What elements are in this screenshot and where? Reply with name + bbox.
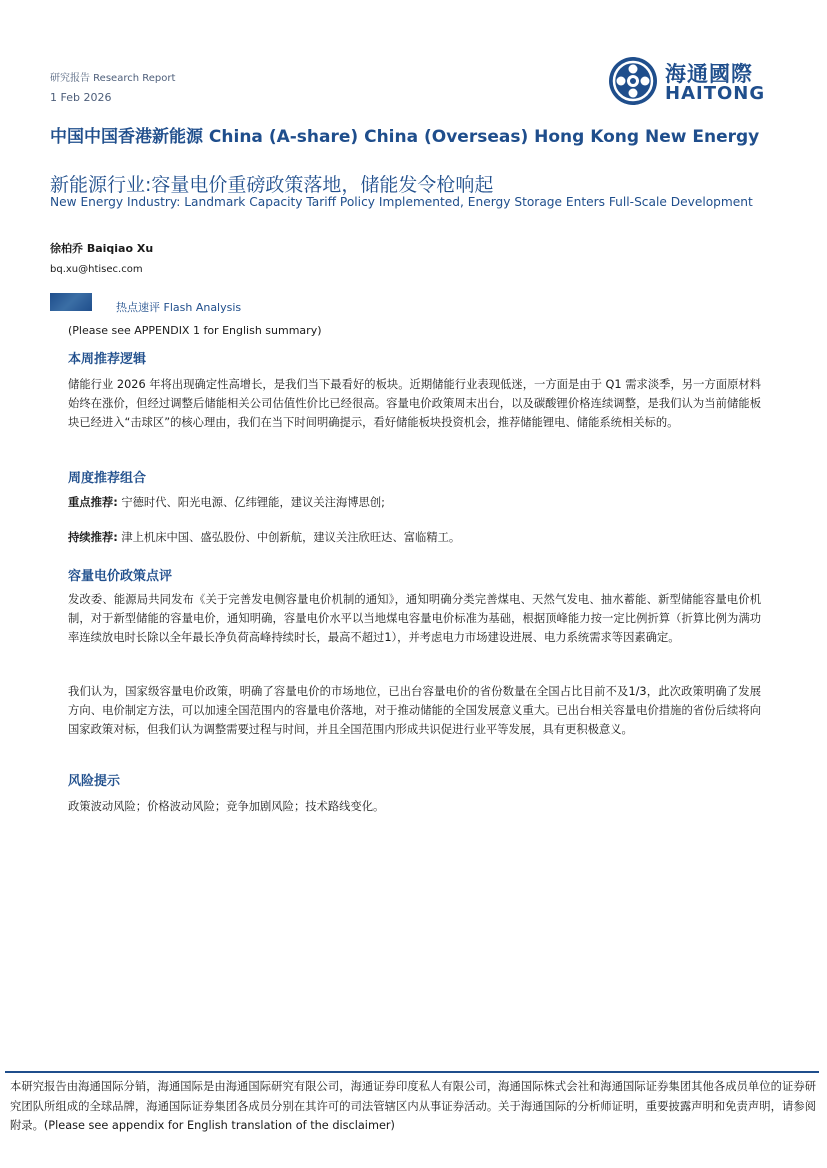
key-recommendation-label: 重点推荐: [68,496,118,509]
report-type: 研究报告 Research Report [50,73,176,84]
section-text-risk: 政策波动风险；价格波动风险；竞争加剧风险；技术路线变化。 [68,800,385,813]
flash-analysis-label: 热点速评 Flash Analysis [116,301,242,314]
appendix-note: (Please see APPENDIX 1 for English summary) [68,324,322,337]
flash-analysis-marker [50,293,92,311]
section-heading-logic: 本周推荐逻辑 [68,352,147,367]
continued-recommendation-label: 持续推荐: [68,531,118,544]
footer-divider [5,1071,819,1073]
author-email[interactable]: bq.xu@htisec.com [50,264,143,275]
logo-english-text: HAITONG [665,83,766,104]
section-heading-policy: 容量电价政策点评 [68,569,173,584]
section-text-policy-1: 发改委、能源局共同发布《关于完善发电侧容量电价机制的通知》，通知明确分类完善煤电、天然气发电、抽水蓄能、新型储能容量电价机制，对于新型储能的容量电价，通知明确，容量电价水平以当地煤电容量电价标准为基础，根据顶峰能力按一定比例折算（折算比例为满功率连续放电时长除以全年最长净负荷高峰持续时长，最高不超过1），并考虑电力市场建设进展、电力系统需求等因素确定。 [68,593,761,644]
section-text-logic: 储能行业 2026 年将出现确定性高增长，是我们当下最看好的板块。近期储能行业表现低迷，一方面是由于 Q1 需求淡季，另一方面原材料始终在涨价，但经过调整后储能相关公司估值性价比已经很高。容量电价政策周末出台，以及碳酸锂价格连续调整，是我们认为当前储能板块已经进入“击球区”的核心理由，我们在当下时间明确提示，看好储能板块投资机会，推荐储能锂电、储能系统相关标的。 [68,378,761,429]
section-heading-portfolio: 周度推荐组合 [68,471,147,486]
key-recommendation-text: 宁德时代、阳光电源、亿纬锂能，建议关注海博思创; [121,496,385,509]
report-title-en: New Energy Industry: Landmark Capacity Tariff Policy Implemented, Energy Storage Enters Full-Scale Development [50,195,753,209]
key-recommendation-row [68,494,385,510]
logo-chinese-text: 海通國際 [665,62,753,86]
continued-recommendation-row [68,529,460,545]
haitong-logo [608,56,768,106]
section-heading-risk: 风险提示 [68,774,121,789]
section-text-policy-2: 我们认为，国家级容量电价政策，明确了容量电价的市场地位，已出台容量电价的省份数量在全国占比目前不及1/3，此次政策明确了发展方向、电价制定方法，可以加速全国范围内的容量电价落地，对于推动储能的全国发展意义重大。已出台相关容量电价措施的省份后续将向国家政策对标，但我们认为调整需要过程与时间，并且全国范围内形成共识促进行业平等发展，具有更积极意义。 [68,685,761,736]
continued-recommendation-text: 津上机床中国、盛弘股份、中创新航，建议关注欣旺达、富临精工。 [121,531,461,544]
report-title-cn: 新能源行业:容量电价重磅政策落地，储能发令枪响起 [50,174,494,196]
author-name: 徐柏乔 Baiqiao Xu [50,242,154,255]
sector-title: 中国中国香港新能源 China (A-share) China (Overseas) Hong Kong New Energy [50,127,760,147]
report-date: 1 Feb 2026 [50,91,112,104]
haitong-logo-icon [608,56,658,106]
footer-disclaimer: 本研究报告由海通国际分销，海通国际是由海通国际研究有限公司，海通证券印度私人有限公司，海通国际株式会社和海通国际证券集团其他各成员单位的证券研究团队所组成的全球品牌，海通国际证券集团各成员分别在其许可的司法管辖区内从事证券活动。关于海通国际的分析师证明，重要披露声明和免责声明，请参阅附录。(Please see appendix for English translation of the disclaimer) [10,1080,816,1132]
